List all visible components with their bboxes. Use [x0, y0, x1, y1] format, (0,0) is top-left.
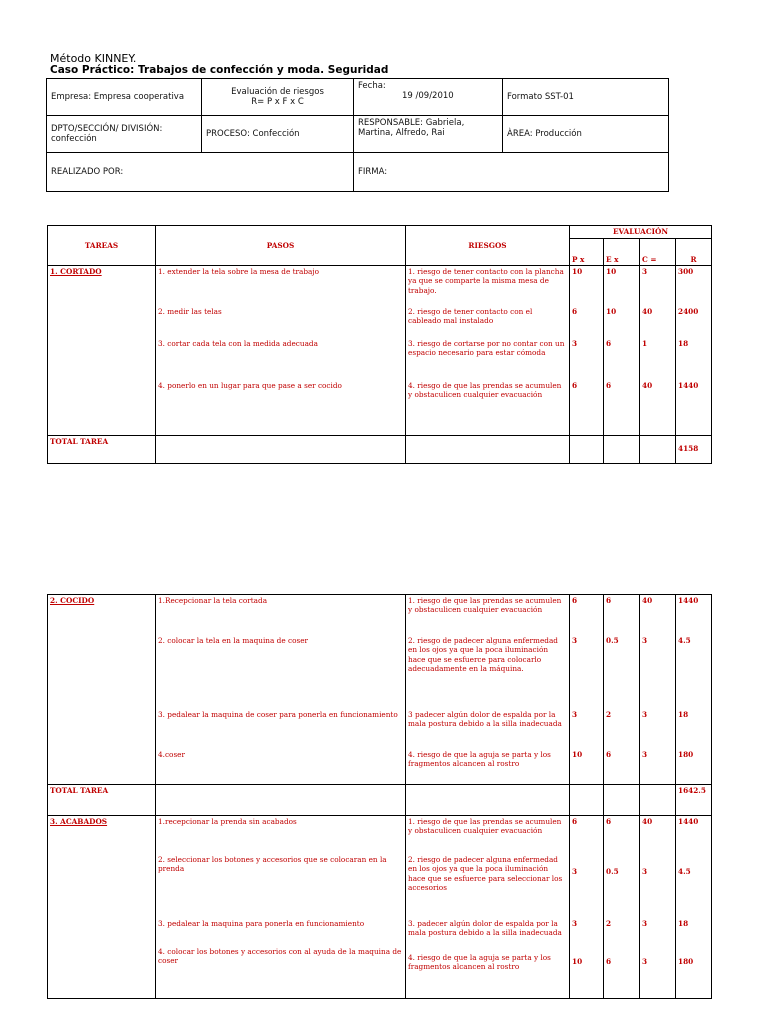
e-value: 0.5	[606, 636, 619, 645]
riesgos-cell	[406, 266, 570, 436]
riesgos-cell	[406, 816, 570, 999]
paso-item: 1.Recepcionar la tela cortada	[158, 596, 268, 605]
header-e: E x	[604, 239, 640, 266]
r-value: 180	[678, 750, 694, 759]
riesgo-item: 4. riesgo de que la aguja se parta y los fragmentos alcancen al rostro	[408, 953, 551, 972]
riesgo-item: 4. riesgo de que las prendas se acumulen y obstaculicen cualquier evacuación	[408, 381, 562, 400]
p-value: 6	[572, 307, 578, 316]
paso-item: 2. medir las telas	[158, 307, 222, 316]
paso-item: 4. colocar los botones y accesorios con al ayuda de la maquina de coser	[158, 947, 402, 966]
responsable-cell: RESPONSABLE: Gabriela, Martina, Alfredo, Rai	[354, 116, 503, 153]
pasos-cell	[156, 266, 406, 436]
p-value: 6	[572, 817, 578, 826]
pasos-cell	[156, 595, 406, 785]
header-table	[46, 78, 669, 192]
c-value: 3	[642, 919, 648, 928]
riesgos-cell	[406, 595, 570, 785]
method-title: Método KINNEY.	[50, 52, 137, 65]
riesgo-item: 2. riesgo de padecer alguna enfermedad en los ojos ya que la poca iluminación hace que se esfuerce para seleccionar los accesorios	[408, 855, 563, 892]
total-value: 4158	[676, 436, 712, 464]
formato-cell: Formato SST-01	[503, 79, 669, 116]
r-value: 18	[678, 710, 689, 719]
e-value: 10	[606, 267, 617, 276]
r-value: 300	[678, 267, 694, 276]
fecha-cell	[354, 79, 503, 116]
evaluacion-line1: Evaluación de riesgos	[231, 87, 324, 97]
pasos-cell	[156, 816, 406, 999]
p-value: 6	[572, 596, 578, 605]
p-cell	[570, 816, 604, 999]
e-cell	[604, 816, 640, 999]
p-value: 3	[572, 710, 578, 719]
riesgo-item: 1. riesgo de que las prendas se acumulen y obstaculicen cualquier evacuación	[408, 596, 562, 615]
e-value: 6	[606, 339, 612, 348]
paso-item: 4.coser	[158, 750, 185, 759]
e-value: 6	[606, 750, 612, 759]
paso-item: 3. cortar cada tela con la medida adecuada	[158, 339, 318, 348]
c-value: 3	[642, 750, 648, 759]
e-value: 0.5	[606, 867, 619, 876]
riesgo-item: 2. riesgo de padecer alguna enfermedad en los ojos ya que la poca iluminación hace que se esfuerce para colocarlo adecuadamente en la máquina.	[408, 636, 558, 673]
p-value: 3	[572, 867, 578, 876]
p-value: 10	[572, 957, 583, 966]
c-value: 3	[642, 710, 648, 719]
paso-item: 1. extender la tela sobre la mesa de trabajo	[158, 267, 320, 276]
riesgo-item: 4. riesgo de que la aguja se parta y los fragmentos alcancen al rostro	[408, 750, 551, 769]
dpto-cell: DPTO/SECCIÓN/ DIVISIÓN: confección	[47, 116, 202, 153]
e-value: 6	[606, 957, 612, 966]
e-value: 10	[606, 307, 617, 316]
riesgo-item: 3. padecer algún dolor de espalda por la mala postura debido a la silla inadecuada	[408, 919, 562, 938]
case-title: Caso Práctico: Trabajos de confección y moda. Seguridad	[50, 64, 389, 76]
e-value: 6	[606, 596, 612, 605]
firma-cell: FIRMA:	[354, 153, 669, 192]
header-evaluacion: EVALUACIÓN	[570, 226, 712, 239]
fecha-value: 19 /09/2010	[402, 91, 454, 101]
r-cell	[676, 816, 712, 999]
paso-item: 4. ponerlo en un lugar para que pase a ser cocido	[158, 381, 342, 390]
e-value: 2	[606, 919, 612, 928]
c-value: 40	[642, 381, 653, 390]
c-value: 3	[642, 957, 648, 966]
c-value: 3	[642, 867, 648, 876]
p-cell	[570, 595, 604, 785]
r-value: 18	[678, 339, 689, 348]
paso-item: 2. colocar la tela en la maquina de coser	[158, 636, 309, 645]
area-cell: ÀREA: Producción	[503, 116, 669, 153]
header-p: P x	[570, 239, 604, 266]
r-cell	[676, 595, 712, 785]
riesgo-item: 3. riesgo de cortarse por no contar con un espacio necesario para estar cómoda	[408, 339, 565, 358]
e-value: 6	[606, 817, 612, 826]
paso-item: 3. pedalear la maquina de coser para ponerla en funcionamiento	[158, 710, 398, 719]
header-riesgos: RIESGOS	[406, 226, 570, 266]
c-value: 40	[642, 817, 653, 826]
r-value: 1440	[678, 381, 699, 390]
empresa-cell: Empresa: Empresa cooperativa	[47, 79, 202, 116]
c-cell	[640, 595, 676, 785]
p-value: 3	[572, 919, 578, 928]
proceso-cell: PROCESO: Confección	[202, 116, 354, 153]
cortado-table	[47, 225, 712, 464]
realizado-cell: REALIZADO POR:	[47, 153, 354, 192]
total-value: 1642.5	[676, 785, 712, 816]
c-value: 40	[642, 307, 653, 316]
r-value: 4.5	[678, 867, 691, 876]
p-value: 3	[572, 339, 578, 348]
paso-item: 2. seleccionar los botones y accesorios que se colocaran en la prenda	[158, 855, 387, 874]
r-value: 1440	[678, 817, 699, 826]
e-cell	[604, 266, 640, 436]
e-value: 2	[606, 710, 612, 719]
c-value: 3	[642, 636, 648, 645]
e-cell	[604, 595, 640, 785]
header-r: R	[676, 239, 712, 266]
task-acabados: 3. ACABADOS	[48, 816, 156, 999]
r-value: 18	[678, 919, 689, 928]
r-cell	[676, 266, 712, 436]
p-cell	[570, 266, 604, 436]
p-value: 6	[572, 381, 578, 390]
evaluacion-cell	[202, 79, 354, 116]
total-label: TOTAL TAREA	[48, 785, 156, 816]
r-value: 180	[678, 957, 694, 966]
c-value: 40	[642, 596, 653, 605]
e-value: 6	[606, 381, 612, 390]
c-value: 1	[642, 339, 648, 348]
evaluacion-line2: R= P x F x C	[251, 97, 304, 107]
riesgo-item: 1. riesgo de tener contacto con la plancha ya que se comparte la misma mesa de trabajo.	[408, 267, 564, 295]
header-tareas: TAREAS	[48, 226, 156, 266]
task-cocido: 2. COCIDO	[48, 595, 156, 785]
r-value: 1440	[678, 596, 699, 605]
r-value: 2400	[678, 307, 699, 316]
header-c: C =	[640, 239, 676, 266]
task-cortado: 1. CORTADO	[48, 266, 156, 436]
c-cell	[640, 266, 676, 436]
c-value: 3	[642, 267, 648, 276]
cocido-acabados-table	[47, 594, 712, 999]
riesgo-item: 3 padecer algún dolor de espalda por la mala postura debido a la silla inadecuada	[408, 710, 562, 729]
total-label: TOTAL TAREA	[48, 436, 156, 464]
r-value: 4.5	[678, 636, 691, 645]
p-value: 10	[572, 267, 583, 276]
fecha-label: Fecha:	[358, 81, 386, 91]
paso-item: 3. pedalear la maquina para ponerla en funcionamiento	[158, 919, 365, 928]
p-value: 10	[572, 750, 583, 759]
header-pasos: PASOS	[156, 226, 406, 266]
paso-item: 1.recepcionar la prenda sin acabados	[158, 817, 297, 826]
c-cell	[640, 816, 676, 999]
riesgo-item: 1. riesgo de que las prendas se acumulen y obstaculicen cualquier evacuación	[408, 817, 562, 836]
riesgo-item: 2. riesgo de tener contacto con el cableado mal instalado	[408, 307, 533, 326]
p-value: 3	[572, 636, 578, 645]
